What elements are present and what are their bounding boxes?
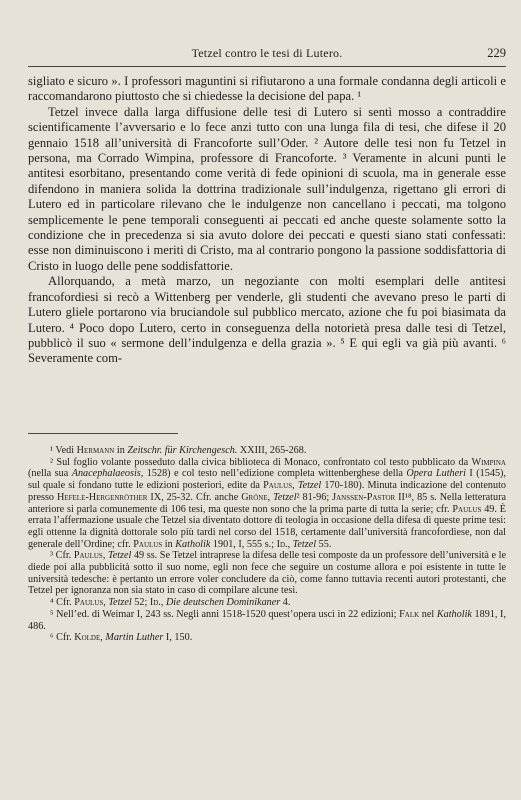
page-number: 229 bbox=[487, 46, 506, 60]
running-head bbox=[28, 46, 506, 64]
footnote-rule bbox=[28, 433, 178, 434]
footnote-6: ⁶ Cfr. Kolde, Martin Luther I, 150. bbox=[50, 632, 193, 644]
footnote-1: ¹ Vedi Hermann in Zeitschr. für Kirchengesch. XXIII, 265-268. bbox=[50, 445, 307, 456]
footnotes bbox=[28, 445, 506, 644]
paragraph-wittenberg: Allorquando, a metà marzo, un negoziante con molti esemplari delle antitesi francofordiesi si recò a Wittenberg per venderle, gli studenti che avevano preso le parti di Lutero gliele portarono via bruciandole sul pubblico mercato, azione che fu poi biasimata da Lutero. ⁴ Poco dopo Lutero, certo in conseguenza della notorietà presa dalle tesi di Tetzel, pubblicò il suo « sermone dell’indulgenza e della grazia ». ⁵ E qui egli va già più avanti. ⁶ Severamente com- bbox=[28, 274, 506, 366]
footnote-4: ⁴ Cfr. Paulus, Tetzel 52; Id., Die deutschen Dominikaner 4. bbox=[50, 597, 291, 609]
header-rule bbox=[28, 66, 506, 67]
main-text bbox=[28, 74, 506, 367]
paragraph-continued: sigliato e sicuro ». I professori maguntini si rifiutarono a una formale condanna degli articoli e raccomandarono piuttosto che si chiedesse la decisione del papa. ¹ bbox=[28, 74, 506, 104]
footnote-5: ⁵ Nell’ed. di Weimar I, 243 ss. Negli anni 1518-1520 quest’opera uscì in 22 edizioni; Falk nel Katholik 1891, I, 486. bbox=[28, 608, 506, 632]
footnote-3: ³ Cfr. Paulus, Tetzel 49 ss. Se Tetzel intraprese la difesa delle tesi composte da un professore dell’università e le diede poi alla pubblicità sotto il suo nome, egli non fece che seguire un costume allora e poi esistente in tutte le università tedesche: è pertanto un errore voler concludere da ciò, come fanno tuttavia recenti autori protestanti, che Tetzel per ignoranza non sia stato in caso di compilare alcune tesi. bbox=[28, 550, 507, 597]
running-title: Tetzel contro le tesi di Lutero. bbox=[191, 46, 343, 60]
footnote-2: ² Sul foglio volante posseduto dalla civica biblioteca di Monaco, confrontato col testo pubblicato da Wimpina (nella sua Anacephalaeosis, 1528) e col testo nell’edizione completa wittenberghese della Opera Lutheri I (1545), sul quale si fondano tutte le edizioni posteriori, edite da Paulus, Tetzel 170-180). Minuta indicazione del contenuto presso Hefele-Hergenröther IX, 25-32. Cfr. anche Gröne, Tetzel² 81-96; Janssen-Pastor II¹⁸, 85 s. Nella letteratura anteriore si parla comunemente di 106 tesi, ma queste non sono che la prima parte di tutta la serie; cfr. Paulus 49. È errata l’affermazione usuale che Tetzel sia diventato dottore di teologia in occasione della difesa di queste prime tesi: egli ottenne la dignità dottorale solo più tardi nel corso del 1518, certamente dall’università francofordiese, non dal generale dell’Ordine; cfr. Paulus in Katholik 1901, I, 555 s.; Id., Tetzel 55. bbox=[28, 456, 507, 550]
paragraph-tetzel-theses: Tetzel invece dalla larga diffusione delle tesi di Lutero si sentì mosso a contraddire scientificamente l’avversario e lo fece anzi tutto con una lunga fila di tesi, che difese il 20 gennaio 1518 all’università di Francoforte sull’Oder. ² Autore delle tesi non fu Tetzel in persona, ma Corrado Wimpina, professore di Francoforte. ³ Veramente in alcuni punti le antitesi esorbitano, presentando come verità di fede opinioni di scuola, ma in generale esse difendono in maniera solida la dottrina tradizionale sull’indulgenza, rigettano gli errori di Lutero ed in particolare rilevano che le indulgenze non cancellano i peccati, ma tolgono semplicemente le pene temporali conseguenti ai peccati ed anche queste solamente sotto la condizione che in precedenza si sia avuto dolore dei peccati e questi siano stati confessati: esse non diminuiscono i meriti di Cristo, ma al contrario pongono la passione soddisfattoria di Cristo in luogo delle pene soddisfattorie. bbox=[28, 104, 506, 273]
